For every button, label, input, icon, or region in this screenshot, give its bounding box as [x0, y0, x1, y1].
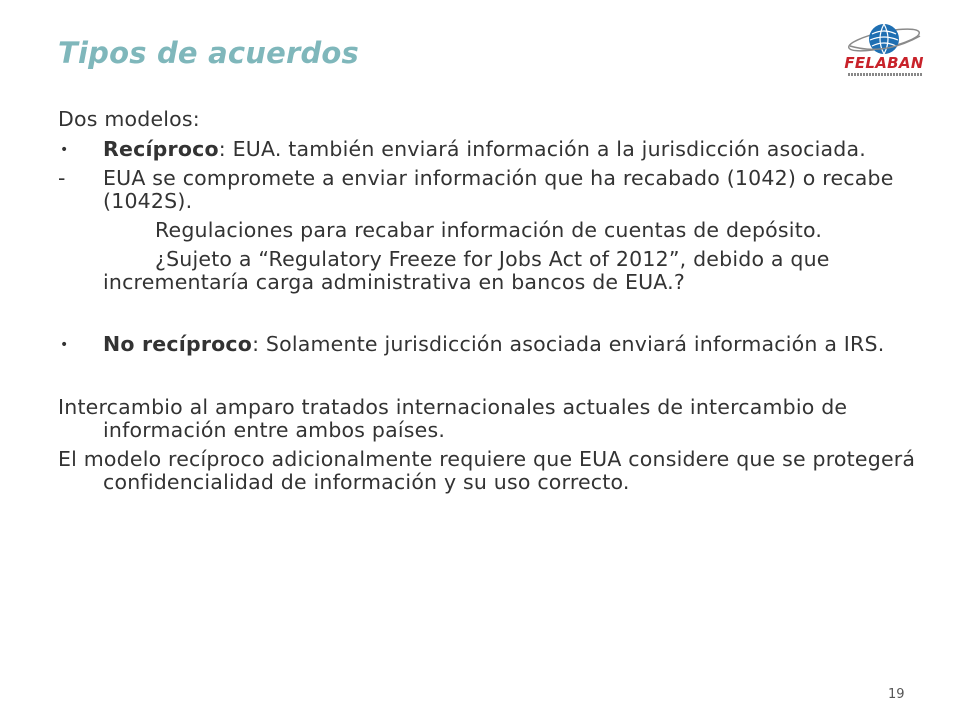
logo-subtitle-strip [848, 73, 922, 76]
non-reciprocal-text: : Solamente jurisdicción asociada enviará información a IRS. [252, 332, 885, 356]
intro-text: Dos modelos: [58, 107, 200, 131]
bullet-dot-icon: • [60, 337, 69, 353]
felaban-logo [842, 20, 926, 88]
page-number: 19 [888, 687, 905, 702]
exchange-text: Intercambio al amparo tratados internacionales actuales de intercambio de información entre ambos países. [58, 395, 848, 442]
reciprocal-model-text: El modelo recíproco adicionalmente requiere que EUA considere que se protegerá confidencialidad de información y su uso correcto. [58, 447, 916, 494]
slide-title: Tipos de acuerdos [58, 36, 360, 70]
slide-body [58, 108, 918, 494]
regulations-text: Regulaciones para recabar información de cuentas de depósito. [155, 218, 823, 242]
list-item-commitment [58, 167, 918, 213]
reciprocal-term: Recíproco [103, 137, 219, 161]
list-item-reciprocal [58, 138, 918, 161]
non-reciprocal-term: No recíproco [103, 332, 253, 356]
list-item-non-reciprocal [58, 333, 918, 356]
commitment-text: EUA se compromete a enviar información que ha recabado (1042) o recabe (1042S). [103, 166, 894, 213]
logo-text: FELABAN [844, 54, 924, 72]
dash-marker: - [58, 166, 66, 190]
reciprocal-text: : EUA. también enviará información a la jurisdicción asociada. [218, 137, 866, 161]
bullet-dot-icon: • [60, 142, 69, 158]
regulatory-freeze-text: ¿Sujeto a “Regulatory Freeze for Jobs Act of 2012”, debido a que incrementaría carga administrativa en bancos de EUA.? [103, 247, 830, 294]
